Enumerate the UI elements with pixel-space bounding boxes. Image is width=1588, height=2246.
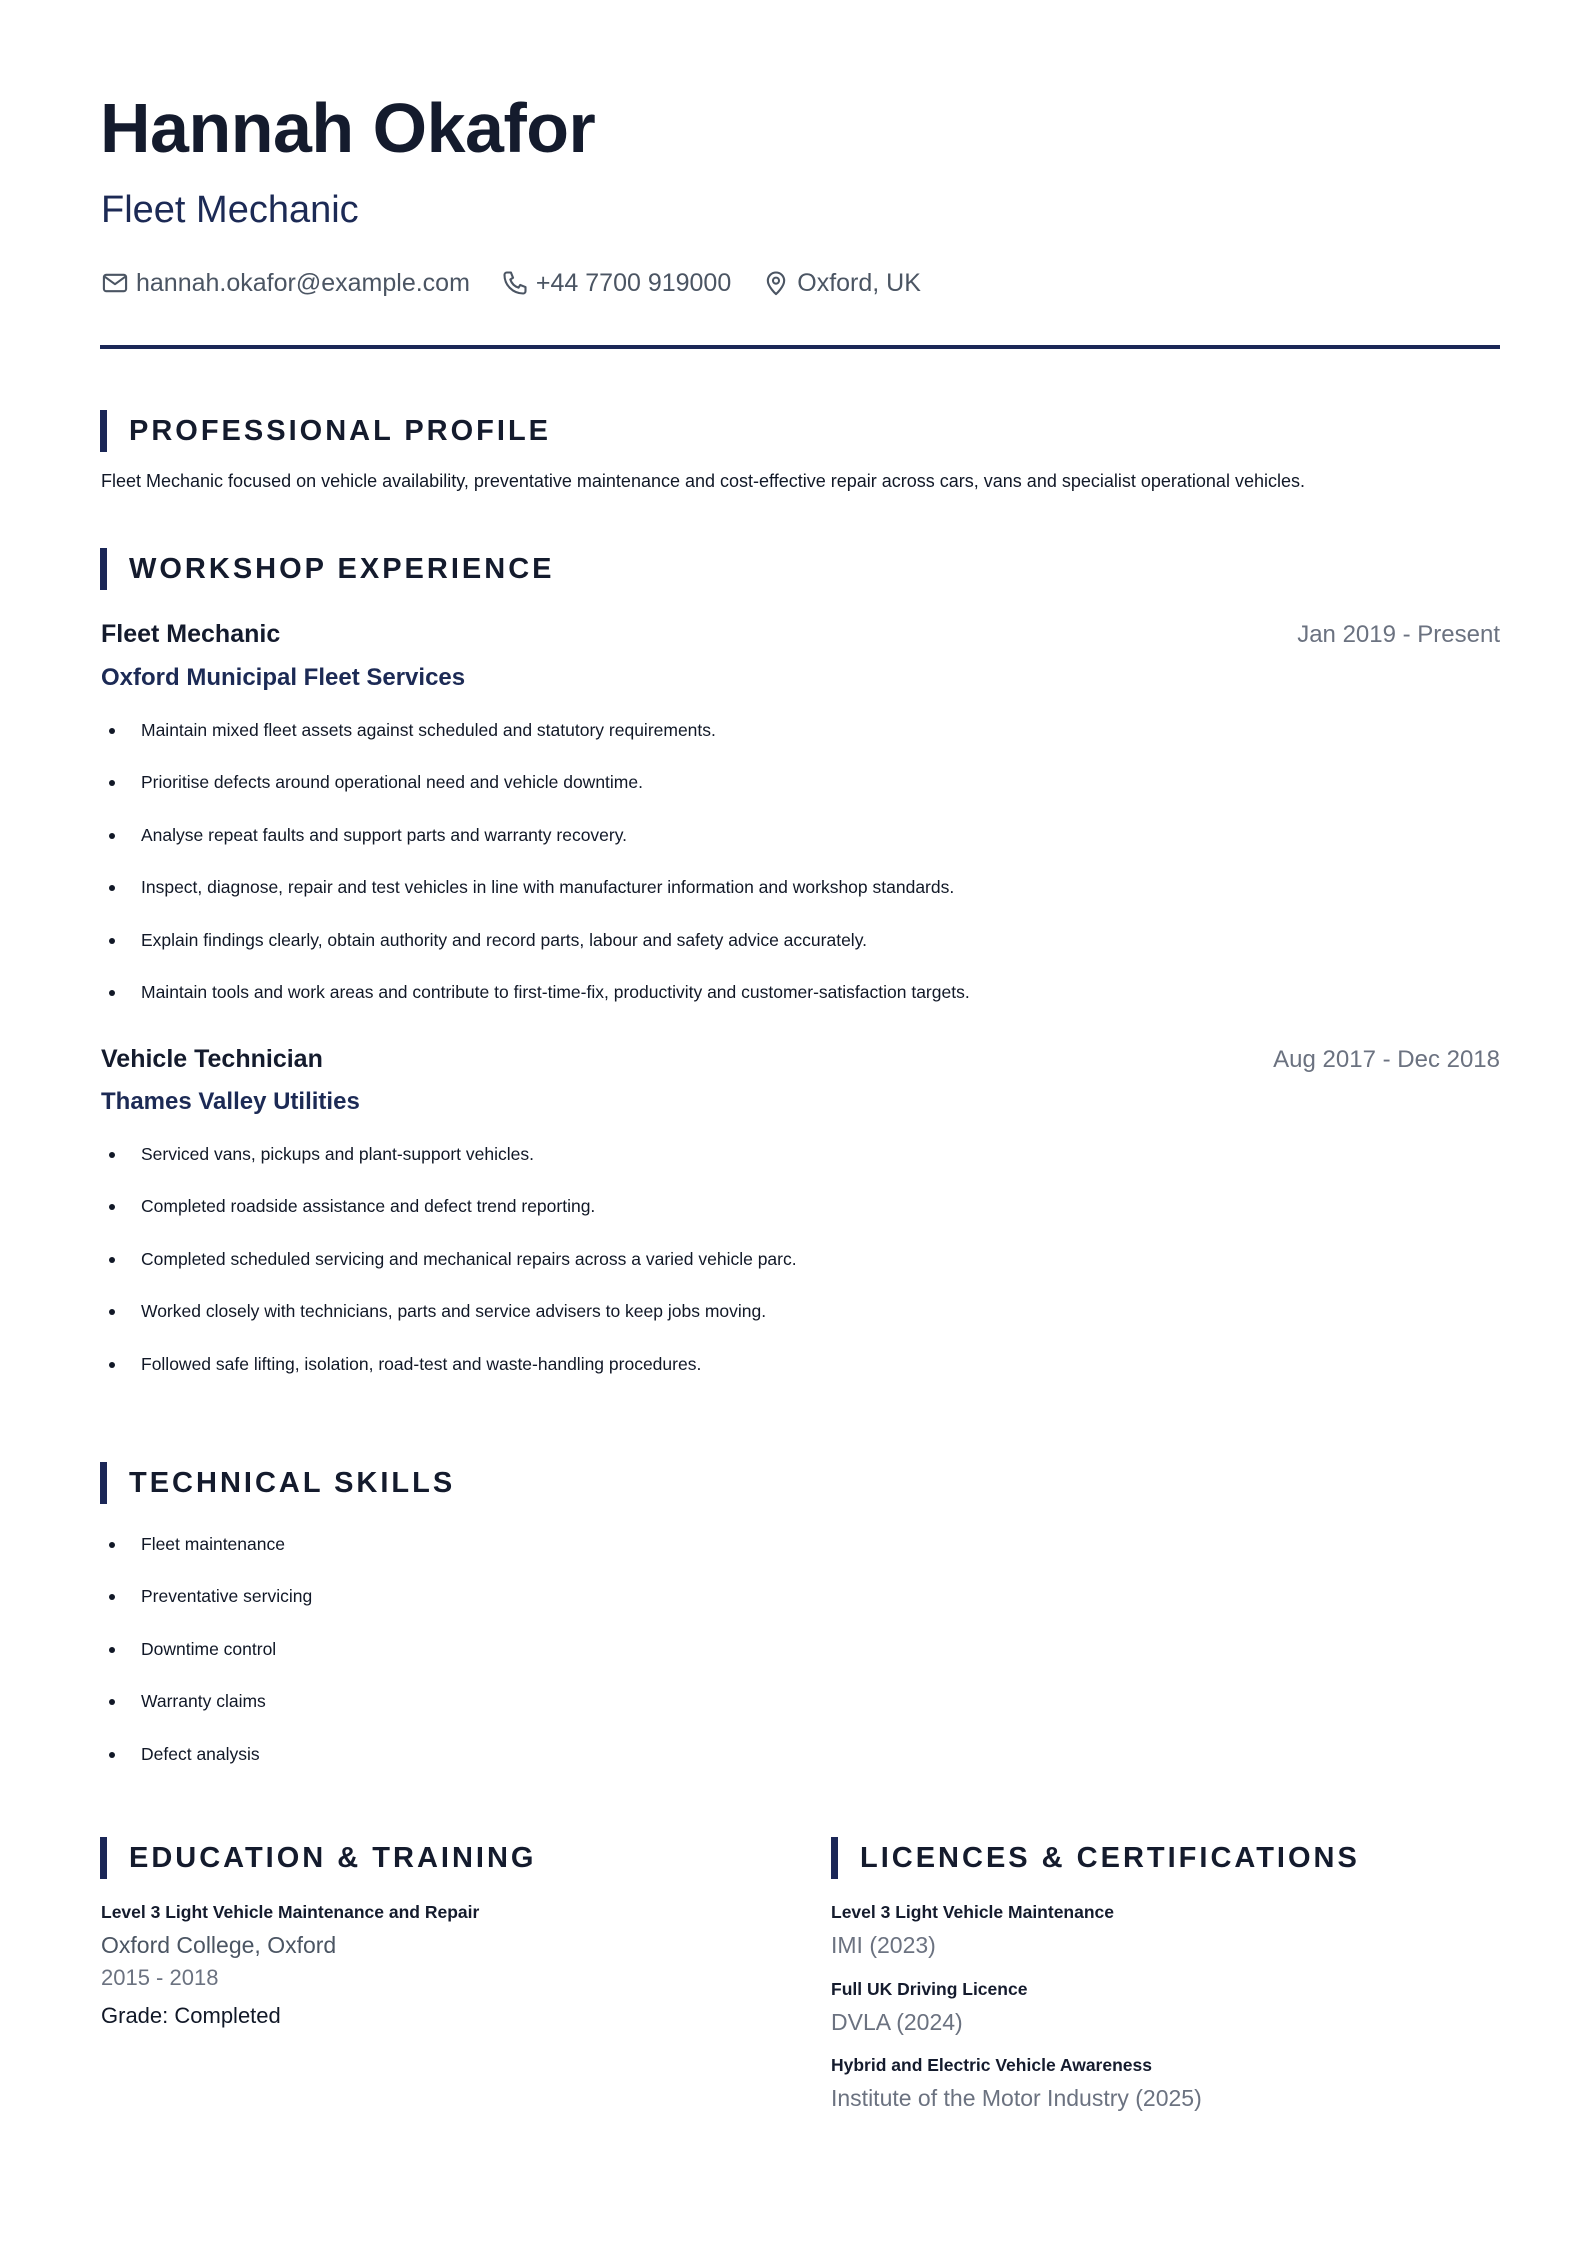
job-2-bullets bbox=[101, 1144, 797, 1406]
section-accent-bar bbox=[100, 1462, 107, 1504]
section-accent-bar bbox=[100, 1837, 107, 1879]
phone-icon bbox=[500, 268, 530, 298]
section-heading-education bbox=[100, 1837, 536, 1879]
skills-list bbox=[101, 1534, 312, 1796]
job-1-bullets bbox=[101, 720, 970, 1034]
skill-item: Defect analysis bbox=[101, 1744, 312, 1796]
location-text: Oxford, UK bbox=[797, 268, 921, 297]
certification-issuer: DVLA (2024) bbox=[831, 2009, 963, 2035]
candidate-name: Hannah Okafor bbox=[100, 89, 596, 167]
section-title: WORKSHOP EXPERIENCE bbox=[129, 552, 555, 585]
list-item: Inspect, diagnose, repair and test vehicles in line with manufacturer information and workshop standards. bbox=[101, 877, 970, 929]
job-1-title: Fleet Mechanic bbox=[101, 620, 281, 648]
education-degree: Level 3 Light Vehicle Maintenance and Repair bbox=[101, 1902, 480, 1922]
mail-icon bbox=[100, 268, 130, 298]
section-title: EDUCATION & TRAINING bbox=[129, 1841, 537, 1874]
email-text: hannah.okafor@example.com bbox=[136, 268, 470, 297]
job-1-company: Oxford Municipal Fleet Services bbox=[101, 664, 466, 691]
list-item: Followed safe lifting, isolation, road-test and waste-handling procedures. bbox=[101, 1354, 797, 1406]
section-accent-bar bbox=[100, 548, 107, 590]
job-title-headline: Fleet Mechanic bbox=[101, 189, 359, 231]
header-divider bbox=[100, 345, 1500, 349]
list-item: Completed roadside assistance and defect trend reporting. bbox=[101, 1196, 797, 1248]
section-heading-skills bbox=[100, 1462, 455, 1504]
education-grade: Grade: Completed bbox=[101, 2003, 281, 2028]
job-2-company: Thames Valley Utilities bbox=[101, 1088, 360, 1115]
contact-location bbox=[761, 268, 921, 298]
location-pin-icon bbox=[761, 268, 791, 298]
skill-item: Warranty claims bbox=[101, 1691, 312, 1743]
list-item: Serviced vans, pickups and plant-support vehicles. bbox=[101, 1144, 797, 1196]
section-accent-bar bbox=[100, 410, 107, 452]
phone-text: +44 7700 919000 bbox=[535, 268, 732, 297]
section-title: LICENCES & CERTIFICATIONS bbox=[860, 1841, 1360, 1874]
certification-issuer: IMI (2023) bbox=[831, 1932, 936, 1958]
list-item: Maintain mixed fleet assets against scheduled and statutory requirements. bbox=[101, 720, 970, 772]
contact-row bbox=[100, 268, 951, 298]
list-item: Explain findings clearly, obtain authority and record parts, labour and safety advice accurately. bbox=[101, 930, 970, 982]
skill-item: Downtime control bbox=[101, 1639, 312, 1691]
list-item: Worked closely with technicians, parts and service advisers to keep jobs moving. bbox=[101, 1301, 797, 1353]
list-item: Prioritise defects around operational need and vehicle downtime. bbox=[101, 772, 970, 824]
skill-item: Preventative servicing bbox=[101, 1586, 312, 1638]
contact-phone[interactable] bbox=[500, 268, 731, 298]
education-school: Oxford College, Oxford bbox=[101, 1932, 337, 1958]
job-2-title: Vehicle Technician bbox=[101, 1045, 323, 1073]
education-years: 2015 - 2018 bbox=[101, 1965, 219, 1990]
skill-item: Fleet maintenance bbox=[101, 1534, 312, 1586]
section-heading-experience bbox=[100, 548, 554, 590]
section-accent-bar bbox=[831, 1837, 838, 1879]
contact-email[interactable] bbox=[100, 268, 470, 298]
certification-name: Level 3 Light Vehicle Maintenance bbox=[831, 1902, 1115, 1922]
list-item: Maintain tools and work areas and contribute to first-time-fix, productivity and customer-satisfaction targets. bbox=[101, 982, 970, 1034]
certification-issuer: Institute of the Motor Industry (2025) bbox=[831, 2085, 1202, 2111]
job-2-dates: Aug 2017 - Dec 2018 bbox=[1273, 1046, 1500, 1073]
certification-name: Full UK Driving Licence bbox=[831, 1979, 1028, 1999]
list-item: Completed scheduled servicing and mechanical repairs across a varied vehicle parc. bbox=[101, 1249, 797, 1301]
section-heading-profile bbox=[100, 410, 551, 452]
job-1-dates: Jan 2019 - Present bbox=[1297, 621, 1500, 648]
section-title: TECHNICAL SKILLS bbox=[129, 1466, 456, 1499]
section-heading-certifications bbox=[831, 1837, 1360, 1879]
section-title: PROFESSIONAL PROFILE bbox=[129, 414, 552, 447]
certification-name: Hybrid and Electric Vehicle Awareness bbox=[831, 2055, 1152, 2075]
list-item: Analyse repeat faults and support parts and warranty recovery. bbox=[101, 825, 970, 877]
profile-summary: Fleet Mechanic focused on vehicle availability, preventative maintenance and cost-effective repair across cars, vans and specialist operational vehicles. bbox=[101, 471, 1305, 491]
